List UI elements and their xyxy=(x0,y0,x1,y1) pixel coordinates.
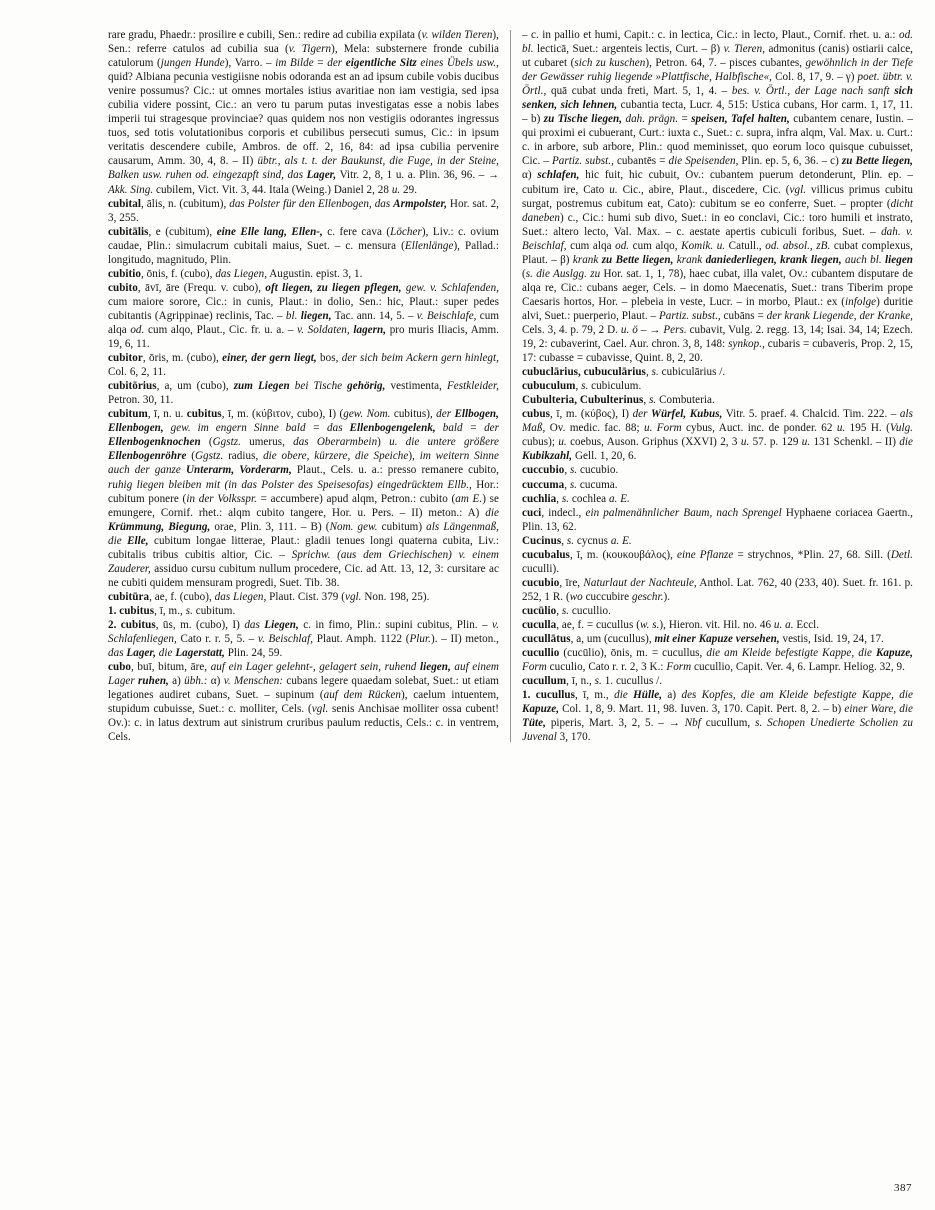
dictionary-entry: cucubalus, ī, m. (κουκουβάλος), eine Pflanze = strychnos, *Plin. 27, 68. Sill. (Detl. cuculli). xyxy=(522,548,913,575)
dictionary-entry: cubital, ālis, n. (cubitum), das Polster für den Ellenbogen, das Armpolster, Hor. sat. 2, 3, 255. xyxy=(108,197,499,224)
column-right xyxy=(522,28,913,744)
dictionary-entry: cubitūra, ae, f. (cubo), das Liegen, Plaut. Cist. 379 (vgl. Non. 198, 25). xyxy=(108,590,430,603)
dictionary-entry: 1. cubitus, ī, m., s. cubitum. xyxy=(108,604,236,617)
column-divider xyxy=(510,30,511,742)
dictionary-entry: cubitor, ōris, m. (cubo), einer, der gern liegt, bos, der sich beim Ackern gern hinlegt, Col. 6, 2, 11. xyxy=(108,352,499,379)
dictionary-entry: cucūlio, s. cucullio. xyxy=(522,604,611,617)
dictionary-entry: cubuclārius, cubuculārius, s. cubiculārius /. xyxy=(522,366,726,379)
dictionary-entry: cucubio, īre, Naturlaut der Nachteule, Anthol. Lat. 762, 40 (233, 40). Suet. fr. 161. p. 252, 1 R. (wo cuccubire geschr.). xyxy=(522,576,913,603)
dictionary-entry: – c. in pallio et humi, Capit.: c. in lectica, Cic.: in lecto, Plaut., Cornif. rhet. u. a.: od. bl. lecticā, Suet.: argenteis lectis, Curt. – β) v. Tieren, admonitus (canis) ostiarii calce, ut cubaret (sich zu kuschen), Petron. 64, 7. – pisces cubantes, gewöhnlich in der Tiefe der Gewässer ruhig liegende »Plattfische, Halbfische«, Col. 8, 17, 9. – γ) poet. übtr. v. Örtl., quā cubat unda freti, Mart. 5, 1, 4. – bes. v. Örtl., der Lage nach sanft sich senken, sich lehnen, cubantia tecta, Lucr. 4, 515: Ustica cubans, Hor carm. 1, 17, 11. – b) zu Tische liegen, dah. prägn. = speisen, Tafel halten, cubantem cenare, Iustin. – qui proximi ei cubuerant, Curt.: iuxta c., Suet.: c. supra, infra alqm, Val. Max. u. Curt.: c. in arbore, sub arbore, Plin.: quod meminisset, quo eorum loco quisque cubuisset, Cic. – Partiz. subst., cubantēs = die Speisenden, Plin. ep. 5, 6, 36. – c) zu Bette liegen, α) schlafen, hic fuit, hic cubuit, Ov.: cubantem puerum detonderunt, Plin. ep. – cubitum ire, Cato u. Cic., abire, Plaut., discedere, Cic. (vgl. villicus primus cubitu surgat, postremus cubitum eat, Cato): cubitum se eo conferre, Suet. – propter (dicht daneben) c., Cic.: humi sub divo, Suet.: in eo conclavi, Cic.: toro humili et instrato, Suet.: altero lecto, Val. Max. – c. aestate apertis cubiculi foribus, Suet. – dah. v. Beischlaf, cum alqa od. cum alqo, Komik. u. Catull., od. absol., zB. cubat complexus, Plaut. – β) krank zu Bette liegen, krank daniederliegen, krank liegen, auch bl. liegen (s. die Auslgg. zu Hor. sat. 1, 1, 78), haec cubat, illa valet, Ov.: cubantem disputare de alqa re, Cic.: cubans aeger, Cels. – in domo Maecenatis, Suet.: trans Tiberim prope Caesaris hortos, Hor. – plebeia in veste, Lucr. – in morbo, Plaut.: ex (infolge) duritie alvi, Suet.: puerperio, Plaut. – Partiz. subst., cubāns = der krank Liegende, der Kranke, Cels. 3, 4. p. 79, 2 D. u. ö – → Pers. cubavit, Vulg. 2. regg. 13, 14; Isai. 34, 14; Ezech. 19, 2: cubaverint, Cael. Aur. chron. 3, 8, 148: synkop., cubaris = cubaveris, Prop. 2, 15, 17: cubasse = cubavisse, Quint. 8, 2, 20. xyxy=(522,29,914,365)
dictionary-entry: cuculla, ae, f. = cucullus (w. s.), Hieron. vit. Hil. no. 46 u. a. Eccl. xyxy=(522,618,820,631)
dictionary-entry: 1. cucullus, ī, m., die Hülle, a) des Kopfes, die am Kleide befestigte Kappe, die Kapuze, Col. 1, 8, 9. Mart. 11, 98. Iuven. 3, 170. Capit. Pert. 8, 2. – b) einer Ware, die Tüte, piperis, Mart. 3, 2, 5. – → Nbf cucullum, s. Schopen Unedierte Scholien zu Juvenal 3, 170. xyxy=(522,689,914,744)
dictionary-entry: rare gradu, Phaedr.: prosilire e cubili, Sen.: redire ad cubilia expilata (v. wilden Tieren), Sen.: referre catulos ad cubilia sua (v. Tigern), Mela: substernere fronde cubilia catulorum (jungen Hunde), Varro. – im Bilde = der eigentliche Sitz eines Übels usw., quid? Albiana pecunia vestigiisne nobis odoranda est an ad ipsum cubile vobis ducibus venire possumus? Cic.: ut omnes mortales istius avaritiae non iam vestigia, sed ipsa cubilia videre possint, Cic.: an vero tu parum putas investigatas esse a nobis labes imperii tui stragesque provinciae? quas quidem nos non vestigiis odorantes ingressus tuos, sed totis volutationibus corporis et cubilibus persecuti sumus, Cic.: in ipsum veritatis descendere cubile, Ambros. de off. 2, 16, 84: ad ipsa cubilia pervenire causarum, Amm. 30, 4, 8. – II) übtr., als t. t. der Baukunst, die Fuge, in der Steine, Balken usw. ruhen od. eingezapft sind, das Lager, Vitr. 2, 8, 1 u. a. Plin. 36, 96. – → Akk. Sing. cubilem, Vict. Vit. 3, 44. Itala (Weing.) Daniel 2, 28 u. 29. xyxy=(108,29,500,196)
page-content xyxy=(108,28,914,744)
dictionary-entry: Cucinus, s. cycnus a. E. xyxy=(522,534,632,547)
column-left xyxy=(108,28,499,744)
dictionary-entry: 2. cubitus, ūs, m. (cubo), I) das Liegen, c. in fimo, Plin.: supini cubitus, Plin. – v. Schlafenliegen, Cato r. r. 5, 5. – v. Beischlaf, Plaut. Amph. 1122 (Plur.). – II) meton., das Lager, die Lagerstatt, Plin. 24, 59. xyxy=(108,618,500,660)
dictionary-entry: cucullātus, a, um (cucullus), mit einer Kapuze versehen, vestis, Isid. 19, 24, 17. xyxy=(522,633,884,646)
dictionary-entry: cuchlia, s. cochlea a. E. xyxy=(522,492,630,505)
dictionary-entry: cubito, āvī, āre (Frequ. v. cubo), oft liegen, zu liegen pflegen, gew. v. Schlafenden, cum maiore sorore, Cic.: in cunis, Plaut.: in dolio, Sen.: hic, Plaut.: super pedes cubitantis (Agrippinae) reclinis, Tac. – bl. liegen, Tac. ann. 14, 5. – v. Beischlafe, cum alqa od. cum alqo, Plaut., Cic. fr. u. a. – v. Soldaten, lagern, pro muris Iliacis, Amm. 19, 6, 11. xyxy=(108,281,500,351)
page-number: 387 xyxy=(894,1182,912,1194)
dictionary-entry: cuci, indecl., ein palmenähnlicher Baum, nach Sprengel Hyphaene coriacea Gaertn., Plin. 13, 62. xyxy=(522,506,913,533)
dictionary-entry: cubo, buī, bitum, āre, auf ein Lager gelehnt-, gelagert sein, ruhend liegen, auf einem Lager ruhen, a) übh.: α) v. Menschen: cubans legere quaedam solebat, Suet.: ut etiam legationes audiret cubans, Suet. – supinum (auf dem Rücken), caelum intuentem, stupidum cubuisse, Suet.: c. molliter, Cels. (vgl. senis Anchisae molliter ossa cubent! Ov.): c. in latus dextrum aut sinistrum cruribus paulum reductis, Cels.: c. in ventrem, Cels. xyxy=(108,661,500,744)
dictionary-entry: cuccuma, s. cucuma. xyxy=(522,478,618,491)
dictionary-entry: cubitōrius, a, um (cubo), zum Liegen bei Tische gehörig, vestimenta, Festkleider, Petron. 30, 11. xyxy=(108,380,499,407)
dictionary-entry: cucullum, ī, n., s. 1. cucullus /. xyxy=(522,675,663,688)
dictionary-entry: cubuculum, s. cubiculum. xyxy=(522,380,642,393)
dictionary-entry: Cubulteria, Cubulterinus, s. Combuteria. xyxy=(522,394,715,407)
dictionary-entry: cuccubio, s. cucubio. xyxy=(522,464,619,477)
dictionary-entry: cubitio, ōnis, f. (cubo), das Liegen, Augustin. epist. 3, 1. xyxy=(108,267,363,280)
dictionary-entry: cubitum, ī, n. u. cubitus, ī, m. (κύβιτον, cubo), I) (gew. Nom. cubitus), der Ellbogen, Ellenbogen, gew. im engern Sinne bald = das Ellenbogengelenk, bald = der Ellenbogenknochen (Ggstz. umerus, das Oberarmbein) u. die untere größere Ellenbogenröhre (Ggstz. radius, die obere, kürzere, die Speiche), im weitern Sinne auch der ganze Unterarm, Vorderarm, Plaut., Cels. u. a.: presso remanere cubito, ruhig liegen bleiben mit (in das Polster des Speisesofas) eingedrücktem Ellb., Hor.: cubitum ponere (in der Volksspr. = accumbere) apud alqm, Petron.: cubito (am E.) se emungere, Cornif. rhet.: alqm cubito tangere, Hor. u. Pers. – II) meton.: A) die Krümmung, Biegung, orae, Plin. 3, 111. – B) (Nom. gew. cubitum) als Längenmaß, die Elle, cubitum longae litterae, Plaut.: gladii tenues longi quaterna cubita, Liv.: cubitalis tribus cubitis altior, Cic. – Sprichw. (aus dem Griechischen) v. einem Zauderer, assiduo cursu cubitum nullum procedere, Cic. ad Att. 13, 12, 3: cursitare ac ne cubiti quidem mensuram progredi, Suet. Tib. 38. xyxy=(108,408,500,589)
dictionary-entry: cubus, ī, m. (κύβος), I) der Würfel, Kubus, Vitr. 5. praef. 4. Chalcid. Tim. 222. – als Maß, Ov. medic. fac. 88; u. Form cybus, Auct. inc. de ponder. 62 u. 195 H. (Vulg. cubus); u. coebus, Auson. Griphus (XXVI) 2, 3 u. 57. p. 129 u. 131 Schenkl. – II) die Kubikzahl, Gell. 1, 20, 6. xyxy=(522,408,913,463)
dictionary-entry: cubitālis, e (cubitum), eine Elle lang, Ellen-, c. fere cava (Löcher), Liv.: c. ovium caudae, Plin.: simulacrum cubitali maius, Suet. – c. mensura (Ellenlänge), Pallad.: longitudo, magnitudo, Plin. xyxy=(108,225,499,266)
dictionary-entry: cucullio (cucūlio), ōnis, m. = cucullus, die am Kleide befestigte Kappe, die Kapuze, Form cuculio, Cato r. r. 2, 3 K.: Form cucullio, Capit. Ver. 4, 6. Lampr. Heliog. 32, 9. xyxy=(522,647,913,674)
